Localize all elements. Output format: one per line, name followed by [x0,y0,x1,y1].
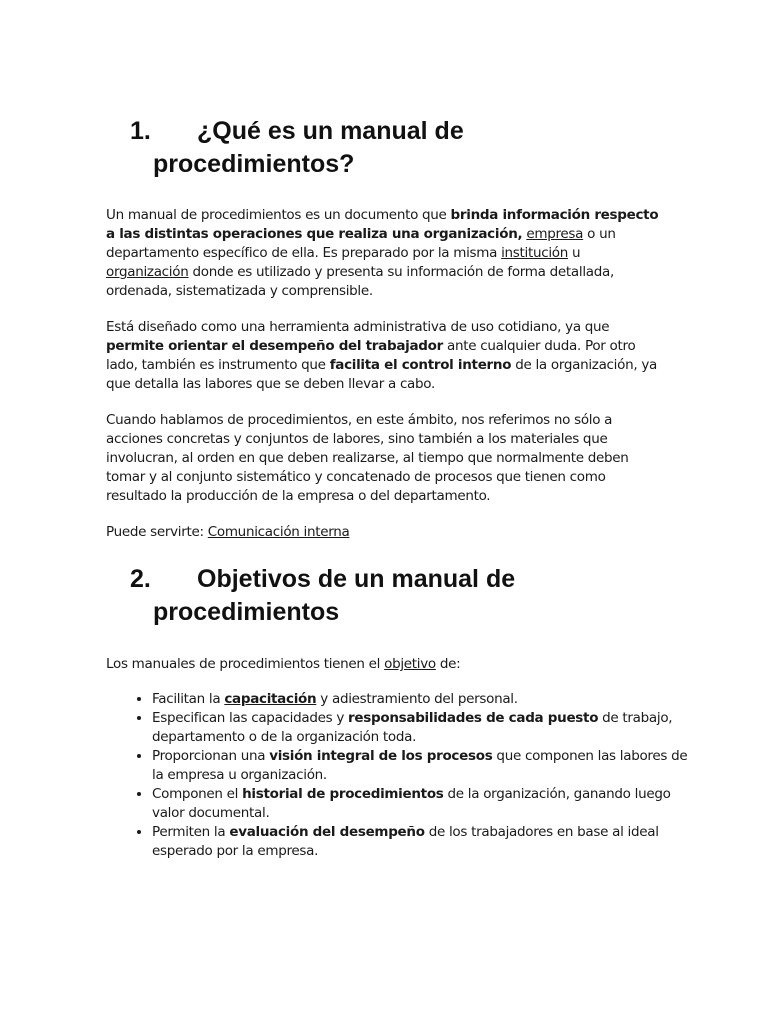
text-run: Cuando hablamos de procedimientos, en este ámbito, nos referimos no sólo a acciones concretas y conjuntos de labores, sino también a los materiales que involucran, al orden en que deben realizarse, al tiempo que normalmente deben tomar y al conjunto sistemático y concatenado de procesos que tienen como resultado la producción de la empresa o del departamento. [106,412,629,504]
text-run: u [568,245,581,261]
text-run: ante cualquier duda. Por otro lado, también es instrumento que [106,338,636,373]
section-heading-1 [130,115,464,181]
text-run: Permiten la [152,824,230,840]
link-objetivo[interactable]: objetivo [384,656,436,672]
text-run: Los manuales de procedimientos tienen el [106,656,385,672]
text-run: de trabajo, departamento o de la organización toda. [152,710,673,745]
section-number-1: 1. [130,117,151,145]
text-run: Puede servirte: [106,524,208,540]
list-item [152,690,692,709]
text-run: de los trabajadores en base al ideal esperado por la empresa. [152,824,659,859]
bold-run: responsabilidades de cada puesto [348,710,599,726]
section-title-2-line1: Objetivos de un manual de [197,565,516,593]
objectives-list [106,690,692,861]
list-item [152,747,692,785]
text-run: Especifican las capacidades y [152,710,349,726]
text-run: Facilitan la [152,691,225,707]
text-run: de la organización, ya que detalla las labores que se deben llevar a cabo. [106,357,657,392]
list-item [152,785,692,823]
text-run: o un departamento específico de ella. Es preparado por la misma [106,226,616,261]
link-comunicacion-interna[interactable]: Comunicación interna [207,524,350,540]
link-empresa[interactable]: empresa [526,226,584,242]
link-institucion[interactable]: institución [501,245,569,261]
bold-run: facilita el control interno [329,357,512,373]
section-title-1-line2: procedimientos? [153,150,355,178]
text-run: y adiestramiento del personal. [316,691,518,707]
text-run: Un manual de procedimientos es un documento que [106,207,451,223]
text-run: de la organización, ganando luego valor documental. [152,786,671,821]
section-title-2-line2: procedimientos [153,598,340,626]
section-heading-2 [130,563,515,629]
text-run: donde es utilizado y presenta su información de forma detallada, ordenada, sistematizada y comprensible. [106,264,614,299]
link-organizacion[interactable]: organización [106,264,189,280]
link-capacitacion[interactable]: capacitación [224,691,317,707]
bold-run: historial de procedimientos [242,786,444,802]
paragraph-definition [106,206,666,301]
text-run: de: [435,656,461,672]
section-number-2: 2. [130,565,151,593]
bold-run: evaluación del desempeño [229,824,425,840]
section-title-1-line1: ¿Qué es un manual de [197,117,464,145]
text-run: Componen el [152,786,243,802]
paragraph-design [106,318,666,394]
list-item [152,709,692,747]
text-run: que componen las labores de la empresa u organización. [152,748,688,783]
paragraph-see-also [106,523,666,542]
paragraph-objectives-intro [106,655,666,674]
list-item [152,823,692,861]
text-run: Proporcionan una [152,748,270,764]
bold-run: permite orientar el desempeño del trabajador [106,338,443,354]
bold-run: visión integral de los procesos [269,748,493,764]
bold-run: brinda información respecto a las distintas operaciones que realiza una organización, [106,207,659,242]
text-run: Está diseñado como una herramienta administrativa de uso cotidiano, ya que [106,319,610,335]
paragraph-procedures [106,411,666,506]
